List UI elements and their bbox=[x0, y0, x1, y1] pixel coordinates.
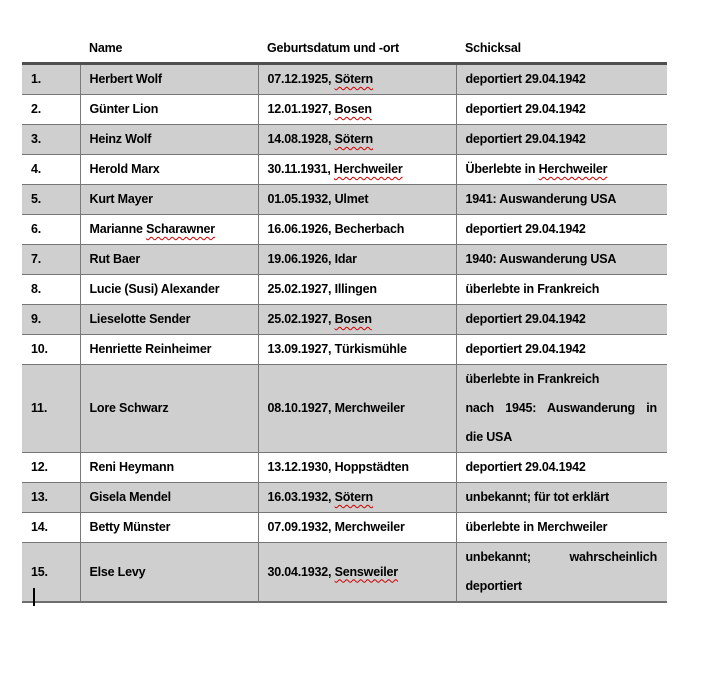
cell-fate[interactable] bbox=[456, 125, 667, 155]
cell-birth[interactable] bbox=[258, 64, 456, 95]
cell-name[interactable] bbox=[80, 335, 258, 365]
cell-text-line: deportiert 29.04.1942 bbox=[465, 342, 586, 356]
table-row bbox=[22, 513, 667, 543]
cell-text-line: 13.12.1930, Hoppstädten bbox=[267, 460, 409, 474]
cell-fate[interactable] bbox=[456, 335, 667, 365]
cell-name[interactable] bbox=[80, 453, 258, 483]
cell-fate[interactable] bbox=[456, 305, 667, 335]
spellcheck-underline: Herchweiler bbox=[333, 162, 403, 176]
table-row bbox=[22, 365, 667, 453]
cell-text-line: Kurt Mayer bbox=[89, 192, 153, 206]
cell-number[interactable] bbox=[22, 95, 80, 125]
cell-fate[interactable] bbox=[456, 215, 667, 245]
cell-fate[interactable] bbox=[456, 64, 667, 95]
cell-text-line: Henriette Reinheimer bbox=[89, 342, 212, 356]
row-number: 9. bbox=[31, 312, 42, 326]
spellcheck-underline: Bosen bbox=[334, 102, 372, 116]
cell-number[interactable] bbox=[22, 335, 80, 365]
cell-text-line: 1941: Auswanderung USA bbox=[465, 192, 617, 206]
cell-text-line: 16.06.1926, Becherbach bbox=[267, 222, 405, 236]
cell-fate[interactable] bbox=[456, 483, 667, 513]
spellcheck-underline: Sötern bbox=[334, 72, 373, 86]
cell-birth[interactable] bbox=[258, 305, 456, 335]
spellcheck-underline: Scharawner bbox=[146, 222, 215, 236]
row-number: 15. bbox=[31, 564, 48, 579]
cell-text-line: Lieselotte Sender bbox=[89, 312, 191, 326]
cell-text-line: 25.02.1927, Bosen bbox=[267, 312, 372, 326]
cell-birth[interactable] bbox=[258, 335, 456, 365]
cell-number[interactable] bbox=[22, 215, 80, 245]
column-header-birth[interactable]: Geburtsdatum und -ort bbox=[267, 40, 399, 55]
header-row bbox=[22, 33, 667, 64]
spellcheck-underline: Sensweiler bbox=[334, 564, 398, 579]
cell-text-line: 12.01.1927, Bosen bbox=[267, 102, 372, 116]
cell-name[interactable] bbox=[80, 64, 258, 95]
table-row bbox=[22, 275, 667, 305]
cell-fate[interactable] bbox=[456, 155, 667, 185]
cell-text-line: deportiert bbox=[465, 579, 522, 593]
cell-text-line: die USA bbox=[465, 430, 513, 444]
cell-birth[interactable] bbox=[258, 125, 456, 155]
cell-number[interactable] bbox=[22, 513, 80, 543]
cell-name[interactable] bbox=[80, 483, 258, 513]
table-row bbox=[22, 453, 667, 483]
table-row bbox=[22, 215, 667, 245]
cell-birth[interactable] bbox=[258, 215, 456, 245]
cell-name[interactable] bbox=[80, 155, 258, 185]
cell-text-line: Gisela Mendel bbox=[89, 490, 171, 504]
cell-text-line: 07.09.1932, Merchweiler bbox=[267, 520, 405, 534]
cell-fate[interactable] bbox=[456, 275, 667, 305]
cell-text-line: Günter Lion bbox=[89, 102, 159, 116]
cell-text-line: überlebte in Merchweiler bbox=[465, 520, 608, 534]
row-number: 8. bbox=[31, 282, 42, 296]
spellcheck-underline: Herchweiler bbox=[538, 162, 608, 176]
cell-number[interactable] bbox=[22, 305, 80, 335]
column-header-number[interactable] bbox=[22, 33, 80, 64]
cell-text-line: überlebte in Frankreich bbox=[465, 372, 600, 386]
cell-birth[interactable] bbox=[258, 513, 456, 543]
cell-name[interactable] bbox=[80, 275, 258, 305]
cell-birth[interactable] bbox=[258, 453, 456, 483]
cell-text-line: 14.08.1928, Sötern bbox=[267, 132, 373, 146]
cell-number[interactable] bbox=[22, 185, 80, 215]
cell-name[interactable] bbox=[80, 543, 258, 603]
cell-number[interactable] bbox=[22, 245, 80, 275]
cell-number[interactable] bbox=[22, 125, 80, 155]
column-header-fate[interactable]: Schicksal bbox=[465, 40, 521, 55]
cell-text-line: Betty Münster bbox=[89, 520, 171, 534]
cell-name[interactable] bbox=[80, 215, 258, 245]
cell-text-line: Lore Schwarz bbox=[89, 401, 169, 415]
cell-text-line: 07.12.1925, Sötern bbox=[267, 72, 373, 86]
cell-name[interactable] bbox=[80, 185, 258, 215]
table-row bbox=[22, 64, 667, 95]
cell-birth[interactable] bbox=[258, 483, 456, 513]
cell-text-line: Herbert Wolf bbox=[89, 72, 162, 86]
cell-text-line: 1940: Auswanderung USA bbox=[465, 252, 617, 266]
cell-number[interactable] bbox=[22, 275, 80, 305]
cell-name[interactable] bbox=[80, 513, 258, 543]
victims-table bbox=[22, 33, 667, 603]
row-number: 2. bbox=[31, 102, 42, 116]
table-row bbox=[22, 543, 667, 603]
cell-birth[interactable] bbox=[258, 543, 456, 603]
cell-text-line: 25.02.1927, Illingen bbox=[267, 282, 377, 296]
row-number: 5. bbox=[31, 192, 42, 206]
cell-number[interactable] bbox=[22, 483, 80, 513]
cell-text-line: Herold Marx bbox=[89, 162, 160, 176]
cell-name[interactable] bbox=[80, 305, 258, 335]
cell-name[interactable] bbox=[80, 95, 258, 125]
table-row bbox=[22, 335, 667, 365]
cell-text-line: deportiert 29.04.1942 bbox=[465, 312, 586, 326]
table-row bbox=[22, 483, 667, 513]
cell-text-line: Überlebte in Herchweiler bbox=[465, 162, 608, 176]
table-row bbox=[22, 185, 667, 215]
row-number: 1. bbox=[31, 72, 42, 86]
cell-text-line: deportiert 29.04.1942 bbox=[465, 72, 586, 86]
cell-name[interactable] bbox=[80, 125, 258, 155]
cell-number[interactable] bbox=[22, 365, 80, 453]
cell-fate[interactable] bbox=[456, 365, 667, 453]
row-number: 10. bbox=[31, 342, 48, 356]
cell-name[interactable] bbox=[80, 365, 258, 453]
cell-text-line: 19.06.1926, Idar bbox=[267, 252, 357, 266]
cell-text-line: Lucie (Susi) Alexander bbox=[89, 282, 220, 296]
cell-number[interactable] bbox=[22, 155, 80, 185]
row-number: 7. bbox=[31, 252, 42, 266]
cell-birth[interactable] bbox=[258, 365, 456, 453]
row-number: 14. bbox=[31, 520, 48, 534]
cell-text-line: unbekannt; für tot erklärt bbox=[465, 490, 609, 504]
spellcheck-underline: Sötern bbox=[334, 132, 373, 146]
cell-fate[interactable] bbox=[456, 543, 667, 603]
column-header-name[interactable]: Name bbox=[89, 40, 123, 55]
cell-text-line: deportiert 29.04.1942 bbox=[465, 222, 586, 236]
cell-fate[interactable] bbox=[456, 453, 667, 483]
cell-text-line: nach 1945: Auswanderung in bbox=[465, 401, 657, 415]
cell-text-line: deportiert 29.04.1942 bbox=[465, 460, 586, 474]
cell-fate[interactable] bbox=[456, 185, 667, 215]
cell-text-line: 16.03.1932, Sötern bbox=[267, 490, 373, 504]
cell-fate[interactable] bbox=[456, 95, 667, 125]
cell-fate[interactable] bbox=[456, 513, 667, 543]
table-row bbox=[22, 305, 667, 335]
cell-birth[interactable] bbox=[258, 185, 456, 215]
cell-text-line: 30.11.1931, Herchweiler bbox=[267, 162, 403, 176]
table-row bbox=[22, 125, 667, 155]
cell-text-line: Heinz Wolf bbox=[89, 132, 152, 146]
cell-fate[interactable] bbox=[456, 245, 667, 275]
cell-text-line: deportiert 29.04.1942 bbox=[465, 132, 586, 146]
cell-text-line: 08.10.1927, Merchweiler bbox=[267, 401, 405, 415]
row-number: 12. bbox=[31, 460, 48, 474]
cell-text-line: deportiert 29.04.1942 bbox=[465, 102, 586, 116]
cell-text-line: Marianne Scharawner bbox=[89, 222, 215, 236]
cell-number[interactable] bbox=[22, 64, 80, 95]
row-number: 6. bbox=[31, 222, 42, 236]
spellcheck-underline: Bosen bbox=[334, 312, 372, 326]
cell-text-line: 01.05.1932, Ulmet bbox=[267, 192, 369, 206]
cell-birth[interactable] bbox=[258, 245, 456, 275]
cell-text-line: Reni Heymann bbox=[89, 460, 174, 474]
cell-birth[interactable] bbox=[258, 95, 456, 125]
row-number: 13. bbox=[31, 490, 48, 504]
cell-text-line: Else Levy bbox=[89, 564, 146, 579]
cell-text-line: unbekannt; wahrscheinlich bbox=[465, 550, 657, 564]
cell-number[interactable] bbox=[22, 453, 80, 483]
row-number: 4. bbox=[31, 162, 42, 176]
cell-text-line: überlebte in Frankreich bbox=[465, 282, 600, 296]
cell-birth[interactable] bbox=[258, 275, 456, 305]
cell-number[interactable] bbox=[22, 543, 80, 603]
table-row bbox=[22, 245, 667, 275]
row-number: 3. bbox=[31, 132, 42, 146]
cell-text-line: Rut Baer bbox=[89, 252, 140, 266]
cell-text-line: 13.09.1927, Türkismühle bbox=[267, 342, 407, 356]
text-cursor bbox=[33, 588, 35, 606]
cell-name[interactable] bbox=[80, 245, 258, 275]
row-number: 11. bbox=[31, 401, 48, 415]
cell-birth[interactable] bbox=[258, 155, 456, 185]
table-row bbox=[22, 155, 667, 185]
spellcheck-underline: Sötern bbox=[334, 490, 373, 504]
cell-text-line: 30.04.1932, Sensweiler bbox=[267, 564, 398, 579]
table-row bbox=[22, 95, 667, 125]
